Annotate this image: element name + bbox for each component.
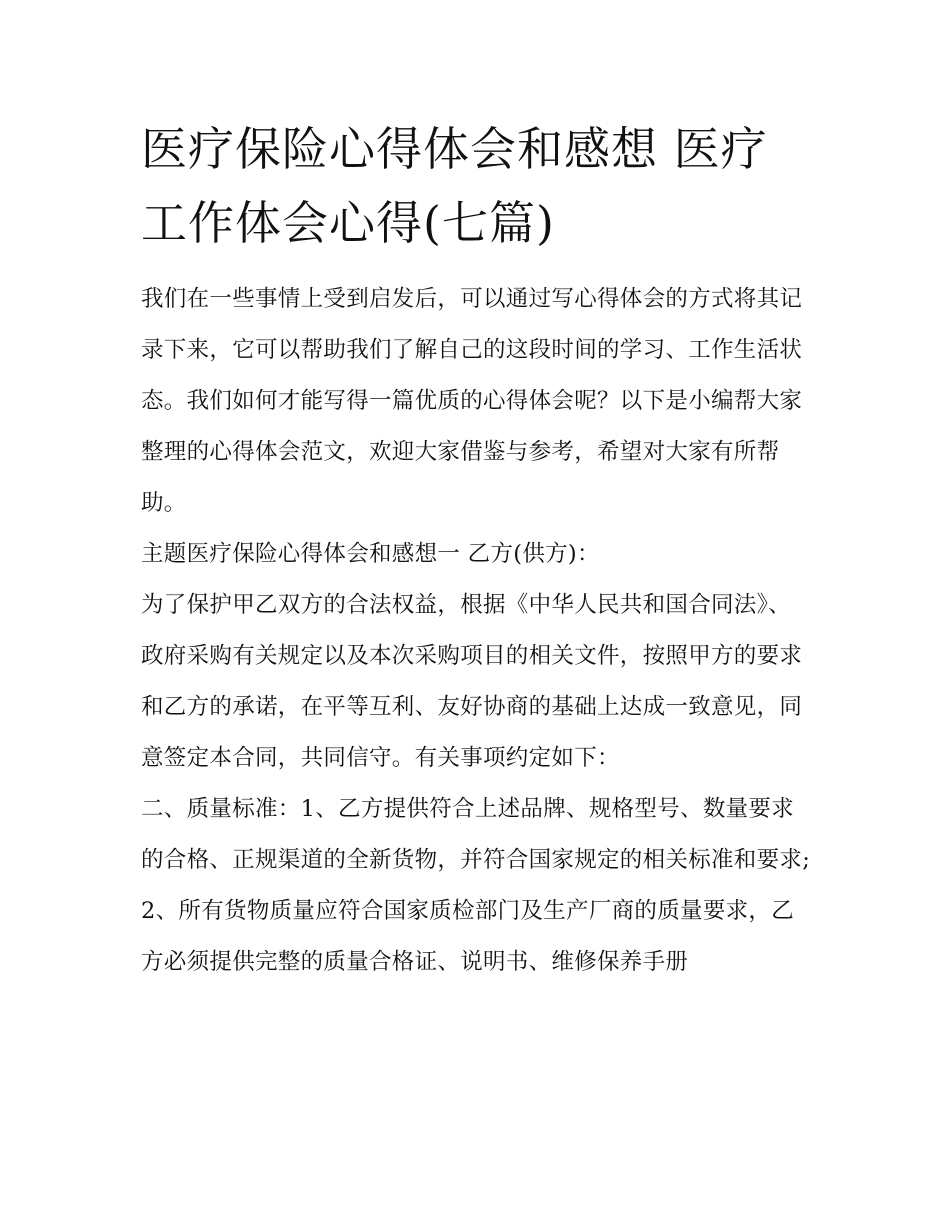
intro-paragraph: 我们在一些事情上受到启发后，可以通过写心得体会的方式将其记录下来，它可以帮助我们了解自己的这段时间的学习、工作生活状态。我们如何才能写得一篇优质的心得体会呢？以下是小编帮大家整理的心得体会范文，欢迎大家借鉴与参考，希望对大家有所帮助。 bbox=[141, 286, 803, 516]
section-heading: 主题医疗保险心得体会和感想一 乙方(供方)： bbox=[141, 541, 600, 567]
quality-requirement-paragraph: 2、所有货物质量应符合国家质检部门及生产厂商的质量要求，乙方必须提供完整的质量合格证、说明书、维修保养手册 bbox=[141, 898, 795, 975]
contract-paragraph: 为了保护甲乙双方的合法权益，根据《中华人民共和国合同法》、政府采购有关规定以及本次采购项目的相关文件，按照甲方的要求和乙方的承诺，在平等互利、友好协商的基础上达成一致意见，同意签定本合同，共同信守。有关事项约定如下： bbox=[141, 592, 803, 771]
quality-standard-paragraph: 二、质量标准：1、乙方提供符合上述品牌、规格型号、数量要求的合格、正规渠道的全新货物，并符合国家规定的相关标准和要求; bbox=[141, 796, 811, 873]
document-title: 医疗保险心得体会和感想 医疗工作体会心得(七篇) bbox=[141, 122, 768, 250]
